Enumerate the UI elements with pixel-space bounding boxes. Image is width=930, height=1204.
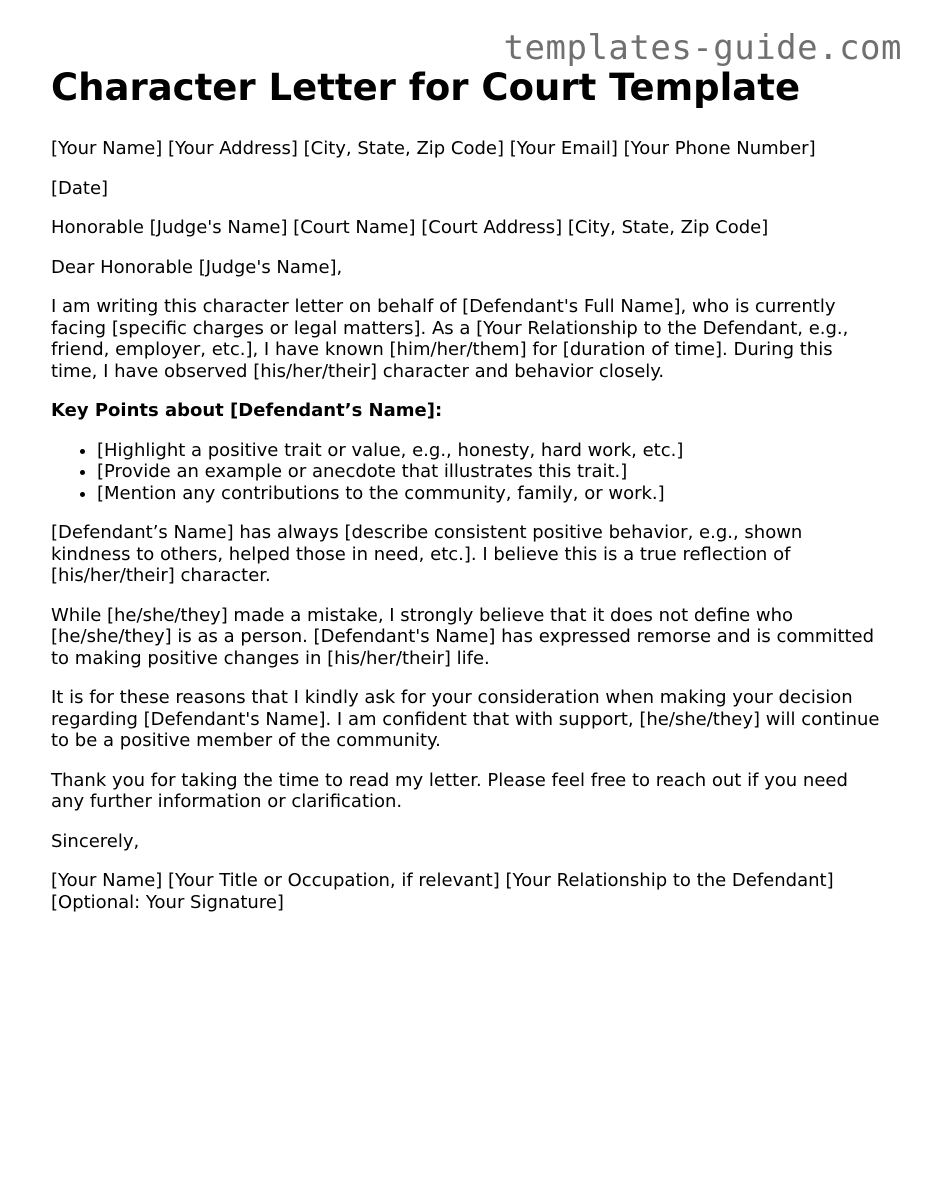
request-paragraph: It is for these reasons that I kindly ask for your consideration when making your decision regarding [Defendant's Name]. I am confident that with support, [he/she/they] will continue to be a positive member of the community. [51,687,880,751]
closing: Sincerely, [51,830,140,852]
list-item: • [Highlight a positive trait or value, e.g., honesty, hard work, etc.] [97,440,881,462]
mistake-paragraph: While [he/she/they] made a mistake, I strongly believe that it does not define who [he/she/they] is as a person. [Defendant's Name] has expressed remorse and is committed to making positive changes in [his/her/their] life. [51,604,875,669]
signature-block: [Your Name] [Your Title or Occupation, if relevant] [Your Relationship to the Defendant] [Optional: Your Signature] [51,870,834,913]
watermark: templates-guide.com [503,28,902,68]
key-points-heading: Key Points about [Defendant’s Name]: [51,400,443,421]
thanks-paragraph: Thank you for taking the time to read my letter. Please feel free to reach out if you need any further information or clarification. [51,769,848,812]
salutation: Dear Honorable [Judge's Name], [51,256,343,278]
list-item: • [Mention any contributions to the community, family, or work.] [97,483,881,505]
intro-paragraph: I am writing this character letter on behalf of [Defendant's Full Name], who is currently facing [specific charges or legal matters]. As a [Your Relationship to the Defendant, e.g., friend, employer, etc.], I have known [him/her/them] for [duration of time]. During this time, I have observed [his/her/their] character and behavior closely. [51,296,849,382]
document-page [51,64,881,931]
date-line: [Date] [51,177,109,199]
recipient-block: Honorable [Judge's Name] [Court Name] [Court Address] [City, State, Zip Code] [51,217,769,238]
page-title: Character Letter for Court Template [51,66,801,109]
sender-block: [Your Name] [Your Address] [City, State, Zip Code] [Your Email] [Your Phone Number] [51,138,816,159]
list-item: • [Provide an example or anecdote that illustrates this trait.] [97,461,881,483]
behavior-paragraph: [Defendant’s Name] has always [describe consistent positive behavior, e.g., shown kindness to others, helped those in need, etc.]. I believe this is a true reflection of [his/her/their] character. [51,522,803,586]
key-points-list [51,440,881,505]
